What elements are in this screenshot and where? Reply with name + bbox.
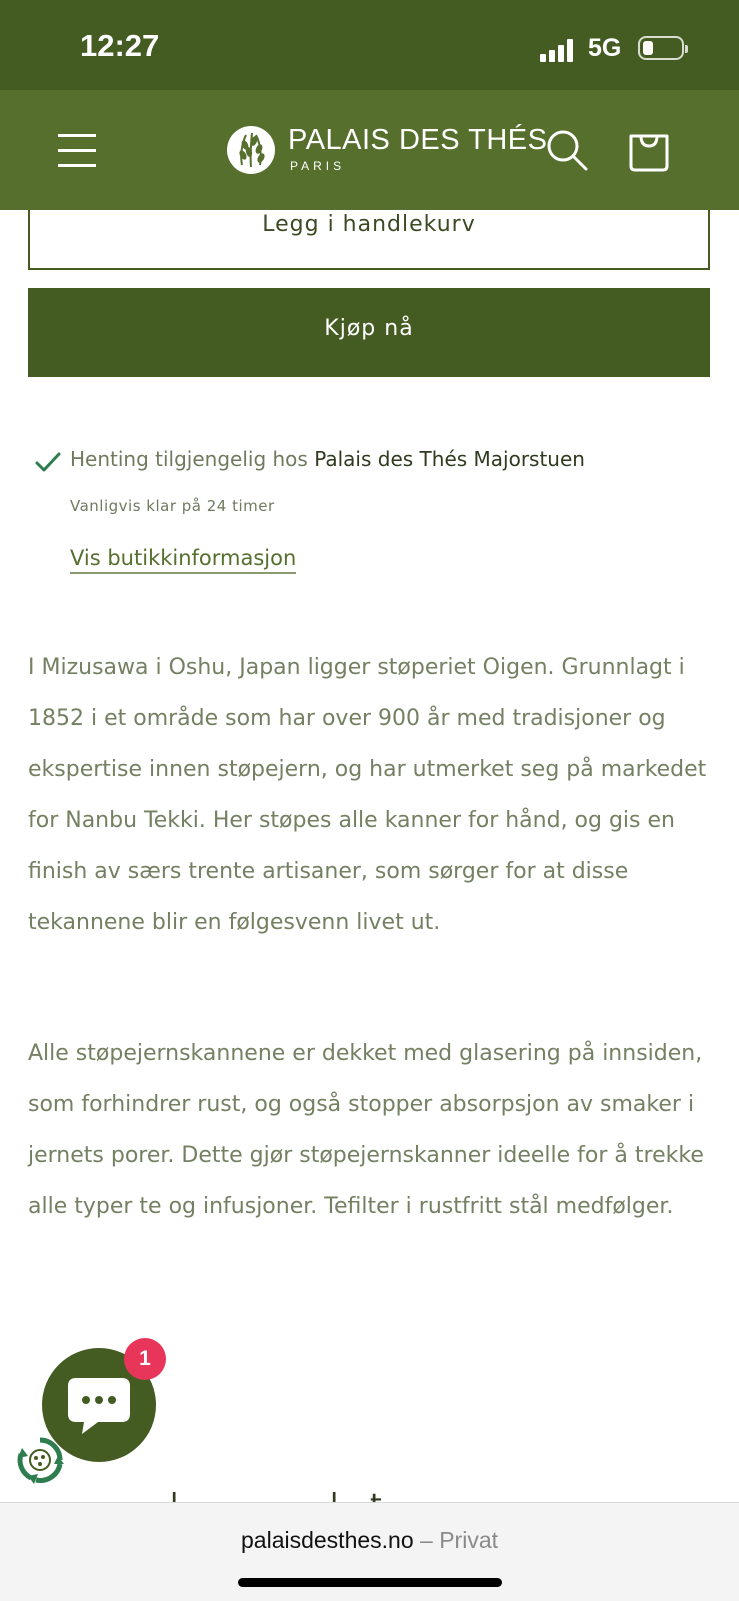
status-bar xyxy=(0,0,739,90)
pickup-prefix: Henting tilgjengelig hos xyxy=(70,447,308,471)
status-time: 12:27 xyxy=(80,28,160,63)
domain-text: palaisdesthes.no xyxy=(241,1527,414,1553)
logo-icon[interactable] xyxy=(226,125,276,175)
separator-text: – xyxy=(420,1527,433,1553)
battery-icon xyxy=(638,36,684,60)
signal-icon xyxy=(540,38,576,62)
chat-notification-badge: 1 xyxy=(124,1338,166,1380)
brand-subtitle: PARIS xyxy=(290,159,346,173)
pickup-store-name: Palais des Thés Majorstuen xyxy=(314,447,585,471)
pickup-availability xyxy=(70,447,585,471)
cut-off-heading xyxy=(150,1488,450,1502)
menu-icon[interactable] xyxy=(58,132,96,168)
home-indicator[interactable] xyxy=(238,1578,502,1587)
network-label: 5G xyxy=(588,34,622,62)
description-paragraph-2: Alle støpejernskannene er dekket med glasering på innsiden, som forhindrer rust, og også stopper absorpsjon av smaker i jernets porer. Dette gjør støpejernskanner ideelle for å trekke alle typer te og infusjoner. Tefilter i rustfritt stål medfølger. xyxy=(28,1041,704,1219)
description-paragraph-1: I Mizusawa i Oshu, Japan ligger støperiet Oigen. Grunnlagt i 1852 i et område som har over 900 år med tradisjoner og ekspertise innen støpejern, og har utmerket seg på markedet for Nanbu Tekki. Her støpes alle kanner for hånd, og gis en finish av særs trente artisaner, som sørger for at disse tekannene blir en følgesvenn livet ut. xyxy=(28,655,707,935)
buy-now-button[interactable] xyxy=(28,288,710,377)
add-to-cart-label: Legg i handlekurv xyxy=(262,212,476,237)
private-mode-label: Privat xyxy=(439,1527,498,1553)
chat-bubble-icon xyxy=(64,1370,134,1440)
brand-name[interactable]: PALAIS DES THÉS xyxy=(288,124,548,156)
buy-now-label: Kjøp nå xyxy=(324,316,414,341)
site-header xyxy=(0,90,739,210)
cart-icon[interactable] xyxy=(628,126,670,172)
pickup-ready-time: Vanligvis klar på 24 timer xyxy=(70,497,275,515)
store-info-link[interactable]: Vis butikkinformasjon xyxy=(70,546,296,574)
check-icon xyxy=(35,451,61,473)
search-icon[interactable] xyxy=(545,128,589,172)
browser-url[interactable] xyxy=(0,1527,739,1554)
eco-badge-icon[interactable] xyxy=(14,1434,66,1486)
